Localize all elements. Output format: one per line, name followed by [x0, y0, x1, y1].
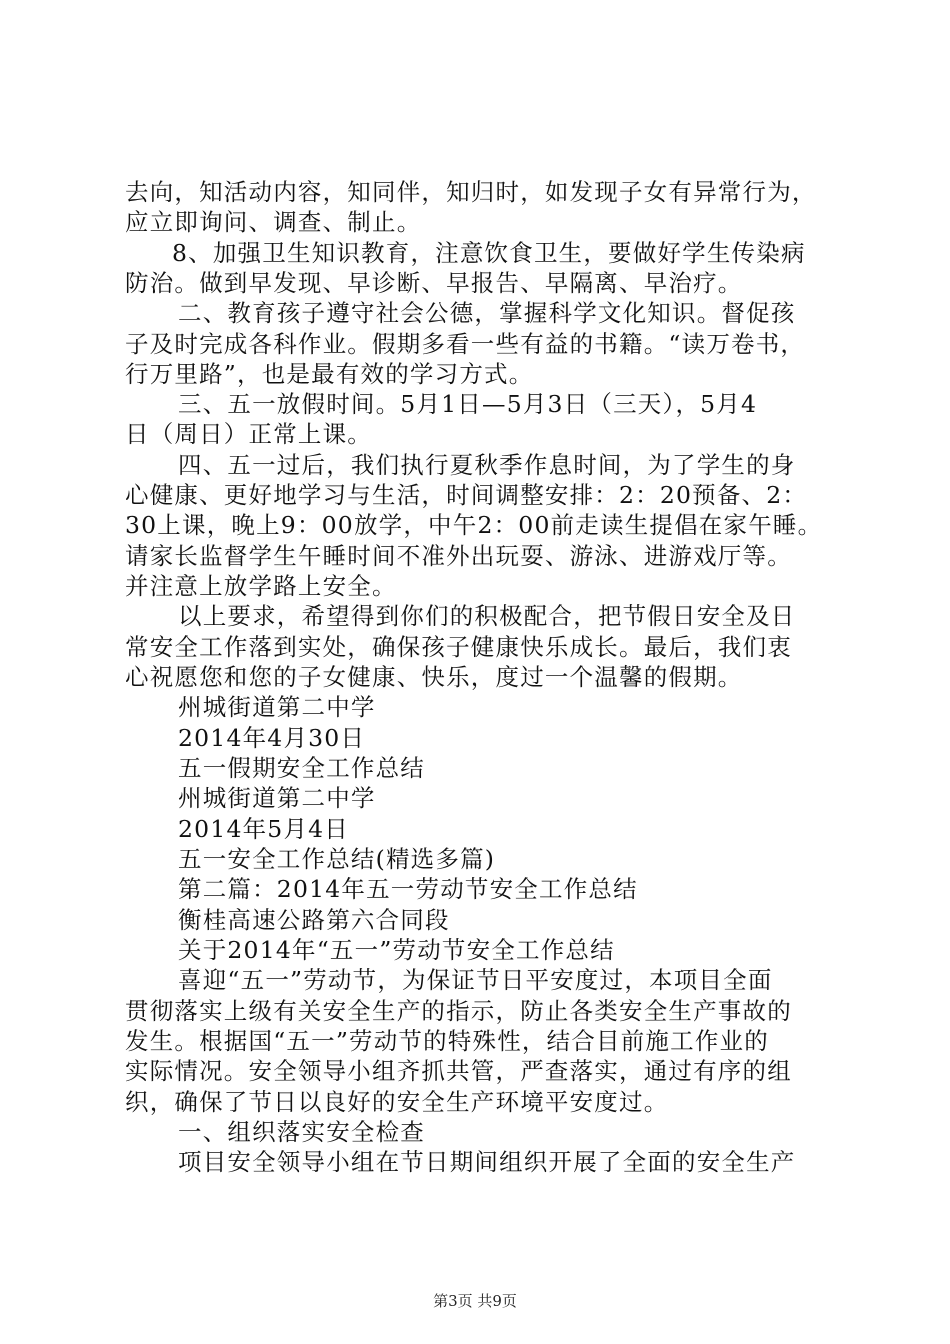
body-line-28: 贯彻落实上级有关安全生产的指示，防止各类安全生产事故的: [125, 997, 792, 1025]
body-line-2: 应立即询问、调查、制止。: [125, 208, 422, 236]
body-line-13: 请家长监督学生午睡时间不准外出玩耍、游泳、进游戏厅等。: [125, 542, 792, 570]
body-line-21: 州城街道第二中学: [178, 784, 376, 812]
body-line-23: 五一安全工作总结(精选多篇): [178, 845, 496, 873]
page-footer: 第3页 共9页: [433, 1292, 517, 1310]
body-line-5: 二、教育孩子遵守社会公德，掌握科学文化知识。督促孩: [178, 299, 796, 327]
body-line-29: 发生。根据国“五一”劳动节的特殊性，结合目前施工作业的: [125, 1027, 769, 1055]
body-line-19: 2014年4月30日: [178, 724, 366, 752]
body-line-12: 30上课，晚上9：00放学，中午2：00前走读生提倡在家午睡。: [125, 511, 823, 539]
body-line-33: 项目安全领导小组在节日期间组织开展了全面的安全生产: [178, 1148, 796, 1176]
body-line-22: 2014年5月4日: [178, 815, 350, 843]
body-line-3: 8、加强卫生知识教育，注意饮食卫生，要做好学生传染病: [172, 239, 806, 267]
body-line-1: 去向，知活动内容，知同伴，知归时，如发现子女有异常行为，: [125, 178, 817, 206]
body-line-15: 以上要求，希望得到你们的积极配合，把节假日安全及日: [178, 602, 796, 630]
body-line-14: 并注意上放学路上安全。: [125, 572, 397, 600]
body-line-11: 心健康、更好地学习与生活，时间调整安排：2：20预备、2：: [125, 481, 808, 509]
body-line-8: 三、五一放假时间。5月1日—5月3日（三天），5月4: [178, 390, 758, 418]
body-line-9: 日（周日）正常上课。: [125, 420, 372, 448]
body-line-18: 州城街道第二中学: [178, 693, 376, 721]
body-line-26: 关于2014年“五一”劳动节安全工作总结: [178, 936, 615, 964]
body-line-24: 第二篇：2014年五一劳动节安全工作总结: [178, 875, 638, 903]
body-line-32: 一、组织落实安全检查: [178, 1118, 425, 1146]
body-line-7: 行万里路”，也是最有效的学习方式。: [125, 360, 534, 388]
body-line-25: 衡桂高速公路第六合同段: [178, 906, 450, 934]
body-line-10: 四、五一过后，我们执行夏秋季作息时间，为了学生的身: [178, 451, 796, 479]
body-line-6: 子及时完成各科作业。假期多看一些有益的书籍。“读万卷书，: [125, 330, 806, 358]
body-line-20: 五一假期安全工作总结: [178, 754, 425, 782]
body-line-31: 织，确保了节日以良好的安全生产环境平安度过。: [125, 1088, 669, 1116]
body-line-27: 喜迎“五一”劳动节，为保证节日平安度过，本项目全面: [178, 966, 773, 994]
body-line-16: 常安全工作落到实处，确保孩子健康快乐成长。最后，我们衷: [125, 633, 792, 661]
body-line-30: 实际情况。安全领导小组齐抓共管，严查落实，通过有序的组: [125, 1057, 792, 1085]
body-line-4: 防治。做到早发现、早诊断、早报告、早隔离、早治疗。: [125, 269, 743, 297]
body-line-17: 心祝愿您和您的子女健康、快乐，度过一个温馨的假期。: [125, 663, 743, 691]
